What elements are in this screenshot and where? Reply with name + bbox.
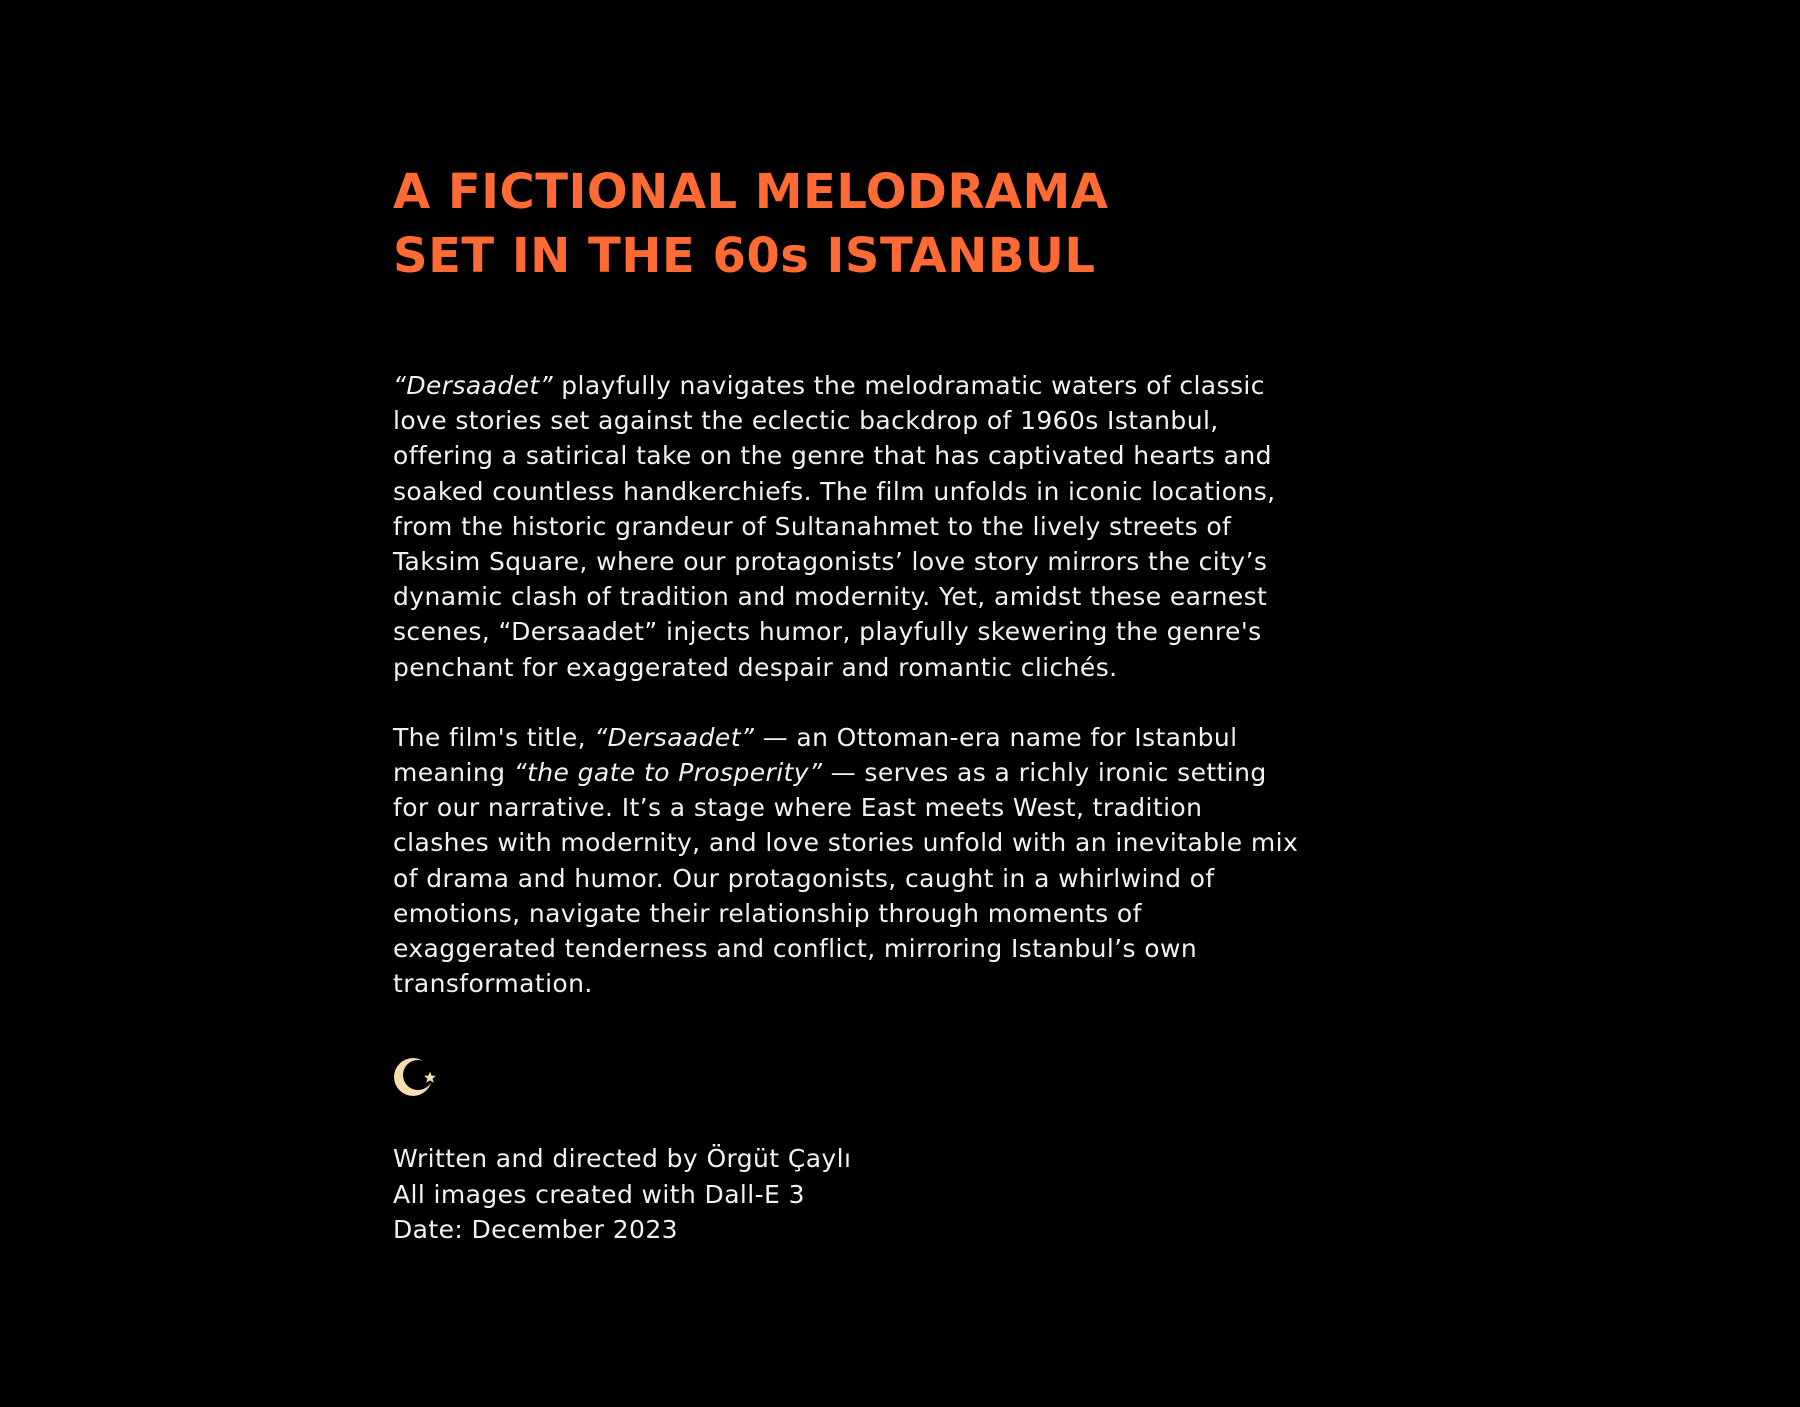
translation-emphasis: “the gate to Prosperity” (513, 758, 823, 788)
synopsis-line: scenes, “Dersaadet” injects humor, playfully skewering the genre's (393, 617, 1262, 647)
synopsis-line: offering a satirical take on the genre that has captivated hearts and (393, 441, 1272, 471)
meaning-line-text: The film's title, (393, 722, 595, 752)
meaning-line: emotions, navigate their relationship through moments of (393, 898, 1142, 928)
meaning-line: transformation. (393, 969, 593, 999)
meaning-line: exaggerated tenderness and conflict, mirroring Istanbul’s own (393, 934, 1198, 964)
meaning-line-text: — serves as a richly ironic setting (822, 758, 1267, 788)
film-title-emphasis: “Dersaadet” (393, 371, 553, 400)
credit-images: All images created with Dall-E 3 (393, 1179, 805, 1209)
crescent-star-icon (393, 1053, 441, 1101)
meaning-line (393, 720, 1433, 755)
meaning-line-text: — an Ottoman-era name for Istanbul (754, 722, 1238, 752)
credits (393, 1141, 1433, 1247)
meaning-line: clashes with modernity, and love stories unfold with an inevitable mix (393, 828, 1299, 858)
meaning-line (393, 755, 1433, 790)
synopsis-line: penchant for exaggerated despair and romantic clichés. (393, 652, 1118, 682)
page-title (393, 160, 1433, 288)
meaning-line: of drama and humor. Our protagonists, caught in a whirlwind of (393, 863, 1215, 893)
film-title-emphasis: “Dersaadet” (594, 722, 755, 752)
title-line-2: SET IN THE 60s ISTANBUL (393, 228, 1096, 284)
synopsis-line: Taksim Square, where our protagonists’ love story mirrors the city’s (393, 547, 1268, 577)
synopsis-line: love stories set against the eclectic backdrop of 1960s Istanbul, (393, 406, 1219, 436)
title-line-1: A FICTIONAL MELODRAMA (393, 164, 1109, 220)
credit-director: Written and directed by Örgüt Çaylı (393, 1144, 852, 1174)
document-page (393, 160, 1433, 1247)
synopsis-line-text: playfully navigates the melodramatic waters of classic (552, 371, 1265, 400)
meaning-line: for our narrative. It’s a stage where East meets West, tradition (393, 793, 1203, 823)
synopsis-line: from the historic grandeur of Sultanahmet to the lively streets of (393, 511, 1232, 541)
synopsis-line (393, 368, 1433, 403)
synopsis-line: soaked countless handkerchiefs. The film unfolds in iconic locations, (393, 476, 1276, 506)
credit-date: Date: December 2023 (393, 1214, 678, 1244)
title-meaning-paragraph (393, 720, 1433, 1002)
meaning-line-text: meaning (393, 758, 514, 788)
synopsis-line: dynamic clash of tradition and modernity. Yet, amidst these earnest (393, 582, 1268, 612)
synopsis-paragraph (393, 368, 1433, 685)
